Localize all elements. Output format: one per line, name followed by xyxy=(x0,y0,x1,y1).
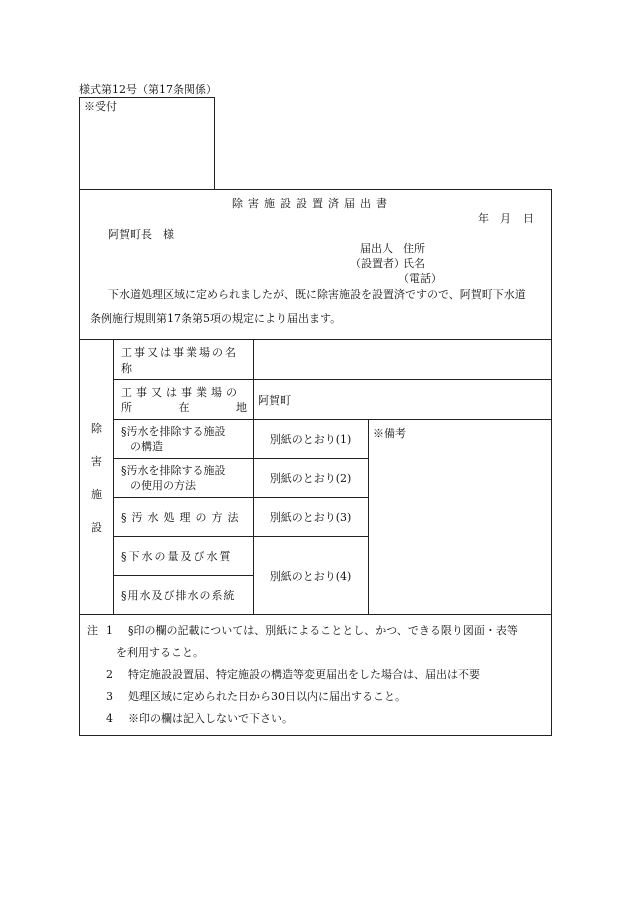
side-char: 害 xyxy=(91,454,102,468)
note-number: 3 xyxy=(106,690,113,703)
notes-section xyxy=(79,614,552,736)
note-text: §印の欄の記載については、別紙によることとし、かつ、できる限り図面・表等 xyxy=(128,624,518,637)
notes-heading: 注 xyxy=(87,624,98,637)
location-value: 阿賀町 xyxy=(258,393,291,407)
form-number-label: 様式第12号（第17条関係） xyxy=(79,83,217,96)
date-day: 日 xyxy=(523,212,534,225)
note-number: 1 xyxy=(106,624,113,637)
location-label-char: 在 xyxy=(178,400,190,414)
date-year: 年 xyxy=(478,212,489,225)
reception-label: ※受付 xyxy=(84,100,117,113)
body-text-line1: 下水道処理区域に定められましたが、既に除害施設を設置済ですので、阿賀町下水道 xyxy=(108,288,526,301)
note-text: 特定施設設置届、特定施設の構造等変更届出をした場合は、届出は不要 xyxy=(128,668,480,681)
location-label-line1: 工事又は事業場の xyxy=(121,385,241,399)
water-system-label: §用水及び排水の系統 xyxy=(121,589,236,602)
address-label: 住所 xyxy=(403,242,425,255)
usage-method-value: 別紙のとおり(2) xyxy=(269,472,352,485)
location-label-char: 所 xyxy=(121,400,132,414)
treatment-method-label: §汚水処理の方法 xyxy=(121,511,244,524)
note-text: 処理区域に定められた日から30日以内に届出すること。 xyxy=(128,690,406,703)
structure-value: 別紙のとおり(1) xyxy=(269,433,352,446)
note-number: 2 xyxy=(106,668,113,681)
body-text-line2: 条例施行規則第17条第5項の規定により届出ます。 xyxy=(90,312,342,325)
document-title: 除害施設設置済届出書 xyxy=(232,197,392,210)
sewage-volume-label: §下水の量及び水質 xyxy=(121,550,233,563)
reception-box xyxy=(79,97,215,190)
installer-label: （設置者） xyxy=(350,257,405,270)
remarks-label: ※備考 xyxy=(373,427,406,440)
side-char: 除 xyxy=(91,421,102,435)
phone-label: （電話） xyxy=(398,272,442,285)
side-char: 施 xyxy=(91,487,102,501)
volume-system-value: 別紙のとおり(4) xyxy=(269,569,352,583)
row-label-line1: §汚水を排除する施設 xyxy=(121,425,226,438)
business-name-label: 工事又は事業場の名称 xyxy=(121,345,238,375)
addressee: 阿賀町長 様 xyxy=(108,228,174,241)
row-label-line2: の使用の方法 xyxy=(130,479,196,492)
declaration-section xyxy=(79,189,552,340)
side-char: 設 xyxy=(91,520,102,534)
grid-line xyxy=(113,340,114,614)
applicant-role: 届出人 xyxy=(360,242,393,255)
note-text: を利用すること。 xyxy=(116,646,204,659)
row-label-line1: §汚水を排除する施設 xyxy=(121,464,226,477)
structure-label xyxy=(121,420,251,458)
location-label xyxy=(121,380,247,419)
grid-line xyxy=(368,419,369,614)
location-label-char: 地 xyxy=(236,400,247,414)
treatment-method-value: 別紙のとおり(3) xyxy=(269,511,352,524)
facility-side-label xyxy=(80,340,113,614)
row-label-line2: の構造 xyxy=(130,440,163,453)
facility-table xyxy=(79,339,552,615)
usage-method-label xyxy=(121,459,251,497)
name-label: 氏名 xyxy=(403,257,425,270)
date-month: 月 xyxy=(500,212,511,225)
note-number: 4 xyxy=(106,712,113,725)
note-text: ※印の欄は記入しないで下さい。 xyxy=(128,712,293,725)
